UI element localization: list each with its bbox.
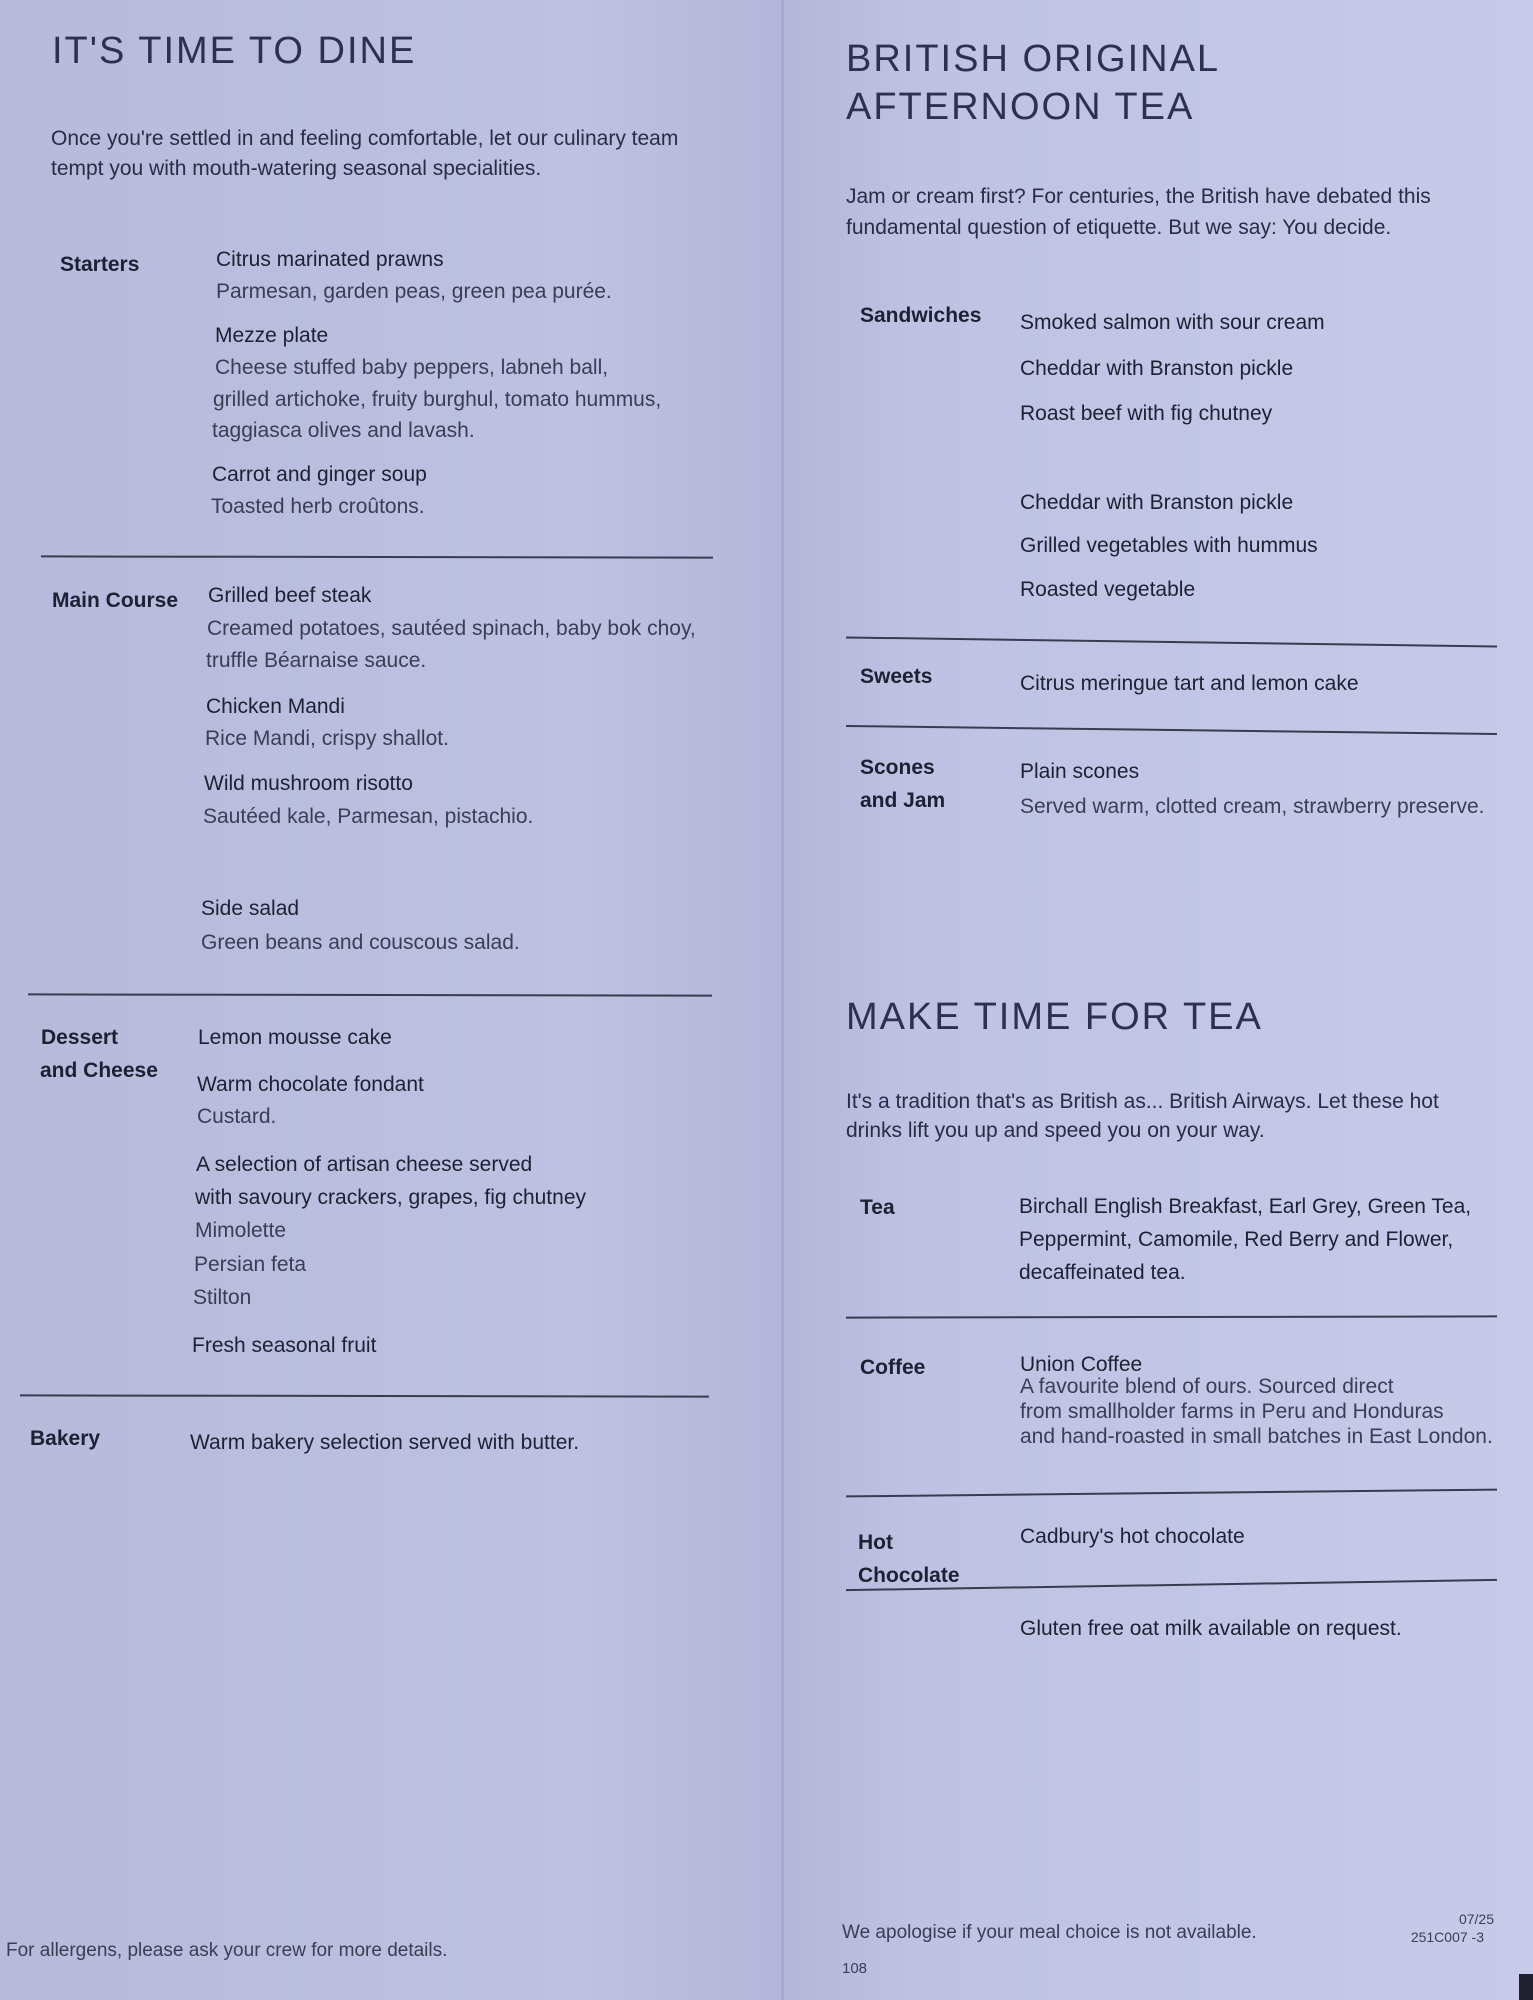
scones-desc: Served warm, clotted cream, strawberry preserve. <box>1020 795 1485 818</box>
menu-item-desc: truffle Béarnaise sauce. <box>206 649 427 672</box>
menu-item-desc: Custard. <box>197 1105 277 1128</box>
menu-item-desc: Sautéed kale, Parmesan, pistachio. <box>203 805 534 828</box>
dine-intro: Once you're settled in and feeling comfortable, let our culinary team tempt you with mouth-watering seasonal specialities. <box>51 127 679 181</box>
sandwich-item: Grilled vegetables with hummus <box>1020 534 1318 557</box>
menu-item-name: Mezze plate <box>215 324 329 347</box>
hot-chocolate-label: Chocolate <box>858 1564 960 1587</box>
meal-choice-note: We apologise if your meal choice is not available. <box>842 1922 1257 1943</box>
ref-code: 251C007 -3 <box>1410 1929 1484 1945</box>
afternoon-tea-intro: Jam or cream first? For centuries, the British have debated this <box>846 185 1431 208</box>
coffee-desc: A favourite blend of ours. Sourced direct <box>1020 1375 1394 1398</box>
main-course-label: Main Course <box>52 589 179 612</box>
tea-intro: It's a tradition that's as British as... British Airways. Let these hot <box>846 1090 1439 1113</box>
menu-item-name: Grilled beef steak <box>208 584 372 607</box>
tea-line: Birchall English Breakfast, Earl Grey, Green Tea, <box>1019 1195 1472 1218</box>
sandwich-item: Roasted vegetable <box>1020 578 1196 601</box>
menu-item-desc: Green beans and couscous salad. <box>201 931 520 954</box>
coffee-desc: from smallholder farms in Peru and Honduras <box>1020 1400 1444 1423</box>
menu-item-name: A selection of artisan cheese served <box>196 1153 533 1176</box>
tea-intro: drinks lift you up and speed you on your way. <box>846 1119 1265 1142</box>
menu-item-name: Wild mushroom risotto <box>204 772 413 795</box>
afternoon-tea-title: BRITISH ORIGINAL <box>846 38 1221 80</box>
sandwiches-label: Sandwiches <box>860 304 982 327</box>
allergen-note: For allergens, please ask your crew for more details. <box>6 1940 448 1961</box>
background-corner <box>1519 1974 1533 2000</box>
menu-item-desc: Cheese stuffed baby peppers, labneh ball, <box>215 356 609 379</box>
cheese-item: Persian feta <box>194 1253 307 1276</box>
hot-chocolate-label: Hot <box>858 1531 893 1554</box>
oat-milk-note: Gluten free oat milk available on request. <box>1020 1617 1402 1640</box>
menu-item-desc: Rice Mandi, crispy shallot. <box>205 727 449 750</box>
cheese-item: Mimolette <box>195 1219 287 1242</box>
menu-item-name: Lemon mousse cake <box>198 1026 392 1049</box>
coffee-label: Coffee <box>860 1356 926 1379</box>
date-code: 07/25 <box>1458 1911 1494 1927</box>
menu-item-name: with savoury crackers, grapes, fig chutney <box>195 1186 587 1209</box>
tea-line: decaffeinated tea. <box>1019 1261 1186 1284</box>
afternoon-tea-intro: fundamental question of etiquette. But we say: You decide. <box>846 216 1392 239</box>
menu-item-desc: Parmesan, garden peas, green pea purée. <box>216 280 612 303</box>
starters-label: Starters <box>60 253 140 276</box>
afternoon-tea-title: AFTERNOON TEA <box>846 86 1195 128</box>
menu-item-name: Side salad <box>201 897 300 920</box>
menu-item-name: Chicken Mandi <box>206 695 345 718</box>
section-divider <box>20 1394 709 1397</box>
sandwich-item: Roast beef with fig chutney <box>1020 402 1273 425</box>
menu-item-desc: grilled artichoke, fruity burghul, tomato hummus, <box>213 388 662 411</box>
hot-chocolate-item: Cadbury's hot chocolate <box>1020 1525 1245 1548</box>
coffee-name: Union Coffee <box>1020 1353 1143 1376</box>
sandwich-item: Cheddar with Branston pickle <box>1020 357 1294 380</box>
scones-label: and Jam <box>860 789 946 812</box>
menu-item-desc: taggiasca olives and lavash. <box>212 419 475 442</box>
section-divider <box>846 636 1497 647</box>
section-divider <box>28 993 712 996</box>
section-divider <box>846 1315 1497 1318</box>
sweets-item: Citrus meringue tart and lemon cake <box>1020 672 1359 695</box>
menu-item-name: Fresh seasonal fruit <box>192 1334 377 1357</box>
menu-item-desc: Toasted herb croûtons. <box>211 495 425 518</box>
centre-fold <box>781 0 784 2000</box>
sweets-label: Sweets <box>860 665 933 688</box>
make-time-for-tea-title: MAKE TIME FOR TEA <box>846 996 1263 1038</box>
section-divider <box>846 1489 1497 1497</box>
cheese-item: Stilton <box>193 1286 252 1309</box>
dessert-label: and Cheese <box>40 1059 158 1082</box>
menu-item-name: Warm chocolate fondant <box>197 1073 424 1096</box>
menu-item-name: Warm bakery selection served with butter. <box>190 1431 580 1454</box>
dessert-label: Dessert <box>41 1026 119 1049</box>
tea-line: Peppermint, Camomile, Red Berry and Flower, <box>1019 1228 1454 1251</box>
scones-label: Scones <box>860 756 935 779</box>
menu-item-desc: Creamed potatoes, sautéed spinach, baby bok choy, <box>207 617 696 640</box>
sandwich-item: Cheddar with Branston pickle <box>1020 491 1294 514</box>
tea-label: Tea <box>860 1196 895 1219</box>
bakery-label: Bakery <box>30 1427 101 1450</box>
menu-item-name: Citrus marinated prawns <box>216 248 444 271</box>
menu-item-name: Carrot and ginger soup <box>212 463 427 486</box>
page-number: 108 <box>842 1960 868 1977</box>
sandwich-item: Smoked salmon with sour cream <box>1020 311 1325 334</box>
coffee-desc: and hand-roasted in small batches in East London. <box>1020 1425 1493 1448</box>
section-divider <box>41 555 713 558</box>
dine-title: IT'S TIME TO DINE <box>52 30 417 72</box>
scones-item: Plain scones <box>1020 760 1140 783</box>
section-divider <box>846 725 1497 734</box>
